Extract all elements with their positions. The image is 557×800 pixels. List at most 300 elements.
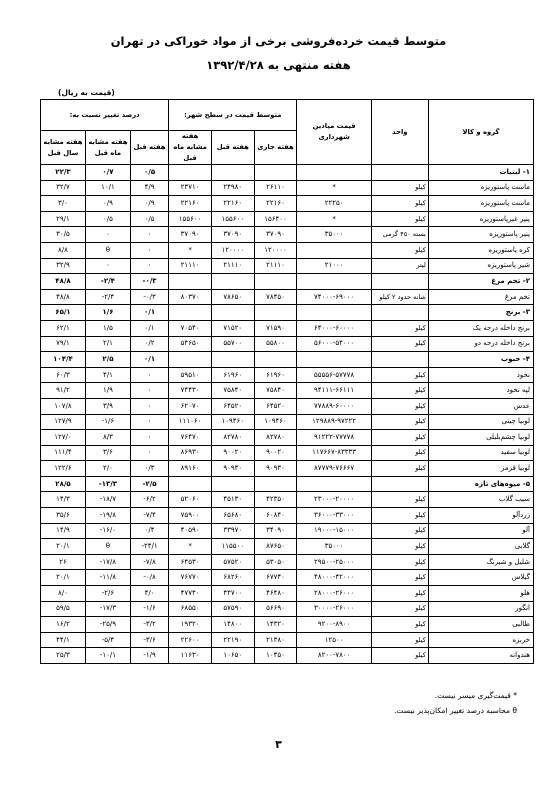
prev-week-price: ۱۱۵۵۰۰ (211, 539, 254, 555)
table-row (41, 258, 534, 274)
current-week-price (254, 305, 297, 321)
prev-week-price: ۵۷۵۹۰ (211, 601, 254, 617)
prev-month-pct: ۵/۴- (85, 632, 130, 648)
item-name: ۵- میوه‌های تازه (428, 476, 533, 492)
item-name: گیلاس (428, 570, 533, 586)
prev-week-pct: ۰ (130, 258, 168, 274)
item-name: ماست پاستوریزه (428, 196, 533, 212)
header-market-price: قیمت میادین شهرداری (297, 100, 371, 165)
header-pct-change: درصد تغییر نسبت به: (41, 100, 169, 131)
item-unit: کیلو (371, 570, 428, 586)
prev-month-price: ۱۱۶۳۰ (169, 648, 212, 664)
prev-year-pct: ۳۲/۹ (41, 258, 86, 274)
prev-week-pct: ۰ (130, 414, 168, 430)
header-item: گروه و کالا (428, 100, 533, 165)
item-unit: کیلو (371, 508, 428, 524)
item-name: ماست پاستوریزه (428, 180, 533, 196)
current-week-price: ۱۰۴۵۰ (254, 648, 297, 664)
header-prev-week-pct: هفته قبل (130, 131, 168, 165)
table-row (41, 648, 534, 664)
item-name: ۴- حبوب (428, 352, 533, 368)
prev-year-pct: ۳/۰ (41, 196, 86, 212)
prev-week-pct: ۰ (130, 430, 168, 446)
prev-week-pct: ۰/۱ (130, 352, 168, 368)
prev-week-price: ۳۷۰۹۰ (211, 227, 254, 243)
current-week-price (254, 165, 297, 181)
item-name: سیب گلاب (428, 492, 533, 508)
prev-week-pct: ۳/۲- (130, 617, 168, 633)
market-price: ۱۲۹۸۸۹-۹۷۲۲۲ (297, 414, 371, 430)
table-row (41, 196, 534, 212)
prev-month-price: ۴۷۷۴۰ (169, 586, 212, 602)
prev-week-price: ۶۸۲۶۰ (211, 570, 254, 586)
price-table (40, 99, 534, 664)
item-unit: کیلو (371, 430, 428, 446)
current-week-price: ۳۷۰۹۰ (254, 227, 297, 243)
prev-month-pct: ۲/۶- (85, 586, 130, 602)
prev-year-pct: ۲۰/۱ (41, 570, 86, 586)
prev-month-pct: ۱/۶- (85, 414, 130, 430)
item-unit (371, 274, 428, 290)
prev-month-pct: ۰ (85, 258, 130, 274)
prev-week-pct: ۷/۴- (130, 508, 168, 524)
prev-month-price: ۲۲۱۶۰ (169, 196, 212, 212)
prev-month-pct: ۰/۹ (85, 196, 130, 212)
header-prev-year-pct: هفته مشابه سال قبل (41, 131, 86, 165)
group-row (41, 352, 534, 368)
current-week-price: ۹۰۹۳۰ (254, 461, 297, 477)
prev-year-pct: ۸/۰ (41, 586, 86, 602)
prev-week-price: ۱۴۸۰۰ (211, 617, 254, 633)
market-price: ۳۰۰۰۰-۲۶۰۰۰ (297, 601, 371, 617)
prev-week-pct: ۰ (130, 367, 168, 383)
prev-month-price (169, 274, 212, 290)
item-name: لپه نخود (428, 383, 533, 399)
current-week-price: ۷۵۸۴۰ (254, 383, 297, 399)
current-week-price: ۹۰۰۲۰ (254, 445, 297, 461)
prev-month-price: ۷۶۷۷۰ (169, 570, 212, 586)
item-unit: کیلو (371, 539, 428, 555)
market-price: ۲۸۰۰۰-۲۶۰۰۰ (297, 586, 371, 602)
page-subtitle: هفته منتهی به ۱۳۹۲/۴/۲۸ (206, 58, 351, 72)
prev-month-price: ۲۱۱۱۰ (169, 258, 212, 274)
prev-month-price: ۷۶۴۷۰ (169, 430, 212, 446)
current-week-price: ۱۰۹۴۶۰ (254, 414, 297, 430)
item-name: زردآلو (428, 508, 533, 524)
prev-month-pct: ۳/۹ (85, 398, 130, 414)
market-price: ۱۱۷۶۶۷-۸۳۳۳۳ (297, 445, 371, 461)
table-row (41, 180, 534, 196)
prev-month-price: ۸۹۱۶۰ (169, 461, 212, 477)
item-unit: کیلو (371, 242, 428, 258)
prev-year-pct: ۶۵/۱ (41, 305, 86, 321)
prev-week-pct: ۰/۸- (130, 570, 168, 586)
prev-month-price: ۷۴۴۳۰ (169, 383, 212, 399)
table-row (41, 570, 534, 586)
item-unit: کیلو (371, 383, 428, 399)
table-row (41, 227, 534, 243)
prev-week-price: ۴۵۱۳۰ (211, 492, 254, 508)
market-price: ۲۱۰۰۰ (297, 258, 371, 274)
group-row (41, 476, 534, 492)
item-name: آلو (428, 523, 533, 539)
prev-week-pct: ۲۴/۱- (130, 539, 168, 555)
header-prev-month-pct: هفته مشابه ماه قبل (85, 131, 130, 165)
prev-week-pct: ۶/۲- (130, 492, 168, 508)
prev-month-pct: ۲/۵ (85, 352, 130, 368)
market-price (297, 242, 371, 258)
prev-week-price: ۲۴۹۸۰ (211, 180, 254, 196)
prev-month-pct: ۰/۵ (85, 211, 130, 227)
market-price: ۴۸۰۰۰-۴۲۰۰۰ (297, 570, 371, 586)
item-name: گلابی (428, 539, 533, 555)
prev-year-pct: ۴۸/۸ (41, 289, 86, 305)
prev-month-pct: ۱۰/۱- (85, 648, 130, 664)
item-name: پنیر پاستوریزه (428, 227, 533, 243)
market-price (297, 165, 371, 181)
prev-year-pct: ۱۲۲/۶ (41, 461, 86, 477)
market-price: ۲۳۰۰۰-۲۰۰۰۰ (297, 492, 371, 508)
prev-month-pct: ۰ (85, 227, 130, 243)
prev-week-price: ۲۲۱۹۰ (211, 632, 254, 648)
table-row (41, 461, 534, 477)
current-week-price: ۶۱۹۶۰ (254, 367, 297, 383)
prev-week-price (211, 274, 254, 290)
item-name: پنیر غیرپاستوریزه (428, 211, 533, 227)
prev-month-pct: ۱۱/۸- (85, 570, 130, 586)
prev-week-price: ۹۰۰۲۰ (211, 445, 254, 461)
item-unit: کیلو (371, 554, 428, 570)
prev-month-pct: ۲/۴- (85, 289, 130, 305)
table-row (41, 211, 534, 227)
item-name: خربزه (428, 632, 533, 648)
table-row (41, 617, 534, 633)
current-week-price: ۸۲۷۸۰ (254, 430, 297, 446)
market-price (297, 305, 371, 321)
table-row (41, 523, 534, 539)
current-week-price: ۷۱۵۹۰ (254, 320, 297, 336)
prev-month-price: ۱۱۱۰۶۰ (169, 414, 212, 430)
prev-month-price: ۵۹۵۱۰ (169, 367, 212, 383)
item-unit: کیلو (371, 414, 428, 430)
prev-month-pct: ۱۷/۸- (85, 554, 130, 570)
item-name: برنج داخله درجه دو (428, 336, 533, 352)
prev-year-pct: ۲۹/۱ (41, 211, 86, 227)
prev-year-pct: ۱۴/۹ (41, 523, 86, 539)
prev-month-price: ۵۴۶۵۰ (169, 336, 212, 352)
item-unit (371, 305, 428, 321)
prev-year-pct: ۳۵/۶ (41, 508, 86, 524)
item-unit: کیلو (371, 601, 428, 617)
current-week-price: ۳۴۰۹۰ (254, 523, 297, 539)
item-name: لوبیا چشم‌بلبلی (428, 430, 533, 446)
item-name: انگور (428, 601, 533, 617)
prev-week-price: ۷۸۶۵۰ (211, 289, 254, 305)
current-week-price: ۴۲۳۵۰ (254, 492, 297, 508)
market-price: ۳۵۰۰۰ (297, 539, 371, 555)
prev-week-pct: ۰ (130, 383, 168, 399)
prev-month-price: ۶۸۵۵۰ (169, 601, 212, 617)
market-price (297, 476, 371, 492)
item-name: طالبی (428, 617, 533, 633)
item-name: هندوانه (428, 648, 533, 664)
prev-year-pct: ۲۰/۱ (41, 539, 86, 555)
prev-week-price: ۱۵۵۶۰۰ (211, 211, 254, 227)
prev-year-pct: ۵۹/۵ (41, 601, 86, 617)
prev-week-pct: ۱/۶- (130, 601, 168, 617)
table-row (41, 430, 534, 446)
current-week-price: ۱۵۶۴۰۰ (254, 211, 297, 227)
prev-year-pct: ۲۲/۳ (41, 165, 86, 181)
item-name: تخم مرغ (428, 289, 533, 305)
item-unit: کیلو (371, 632, 428, 648)
prev-week-pct: ۷/۸- (130, 554, 168, 570)
prev-month-pct: ۱/۵ (85, 320, 130, 336)
prev-year-pct: ۷۹/۱ (41, 336, 86, 352)
prev-week-pct: ۰/۵ (130, 165, 168, 181)
item-unit: کیلو (371, 445, 428, 461)
item-unit: کیلو (371, 523, 428, 539)
prev-week-pct: ۰/۱ (130, 305, 168, 321)
prev-week-pct: ۰ (130, 242, 168, 258)
footnote-not-available: * قیمت‌گیری میسر نیست. (434, 691, 517, 700)
market-price: ۷۴۰۰۰-۶۹۰۰۰ (297, 289, 371, 305)
current-week-price: ۱۲۰۰۰۰ (254, 242, 297, 258)
prev-month-price: ۱۵۵۶۰۰ (169, 211, 212, 227)
prev-month-pct: ۲/۰ (85, 461, 130, 477)
prev-year-pct: ۲۶ (41, 554, 86, 570)
table-row (41, 508, 534, 524)
group-row (41, 274, 534, 290)
market-price: ۶۴۰۰۰-۶۰۰۰۰ (297, 320, 371, 336)
item-unit: کیلو (371, 196, 428, 212)
table-row (41, 445, 534, 461)
table-row (41, 320, 534, 336)
prev-month-pct: ۲/۴- (85, 274, 130, 290)
prev-week-pct: ۳/۶- (130, 632, 168, 648)
item-unit: کیلو (371, 492, 428, 508)
market-price: ۱۹۰۰۰-۱۵۰۰۰ (297, 523, 371, 539)
prev-year-pct: ۶۲/۱ (41, 320, 86, 336)
prev-year-pct: ۱۰۷/۸ (41, 398, 86, 414)
prev-month-pct: ۱/۹ (85, 383, 130, 399)
current-week-price: ۶۴۵۲۰ (254, 398, 297, 414)
table-row (41, 539, 534, 555)
prev-week-price: ۸۲۷۸۰ (211, 430, 254, 446)
prev-month-pct: ۳/۶ (85, 445, 130, 461)
current-week-price: ۵۳۰۵۰ (254, 554, 297, 570)
item-name: کره پاستوریزه (428, 242, 533, 258)
item-unit: کیلو (371, 336, 428, 352)
prev-month-pct: ۱۷/۳- (85, 601, 130, 617)
table-row (41, 586, 534, 602)
prev-year-pct: ۱۶/۲ (41, 617, 86, 633)
prev-year-pct: ۴۴/۱ (41, 632, 86, 648)
prev-week-price (211, 476, 254, 492)
prev-month-price: ۶۴۵۳۰ (169, 554, 212, 570)
prev-month-pct: ۲/۱ (85, 336, 130, 352)
prev-week-price: ۲۱۱۱۰ (211, 258, 254, 274)
prev-year-pct: ۸/۸ (41, 242, 86, 258)
current-week-price: ۸۷۶۵۰ (254, 539, 297, 555)
prev-month-pct: ۱۳/۳- (85, 476, 130, 492)
prev-year-pct: ۲۸/۵ (41, 476, 86, 492)
prev-month-pct: ۸/۳ (85, 430, 130, 446)
prev-week-pct: ۰/۳ (130, 461, 168, 477)
market-price: ۲۲۲۵۰ (297, 196, 371, 212)
market-price: ۵۵۵۵۶-۵۷۷۷۸ (297, 367, 371, 383)
prev-year-pct: ۶۰/۳ (41, 367, 86, 383)
prev-week-price: ۵۵۷۰۰ (211, 336, 254, 352)
prev-week-pct: ۲/۵- (130, 476, 168, 492)
table-row (41, 632, 534, 648)
item-name: شلیل و شبرنگ (428, 554, 533, 570)
item-unit (371, 476, 428, 492)
page-title: متوسط قیمت خرده‌فروشی برخی از مواد خوراکی در تهران (110, 34, 447, 48)
prev-week-pct: ۰/۴ (130, 523, 168, 539)
table-row (41, 601, 534, 617)
prev-month-pct: ۰/۷ (85, 165, 130, 181)
current-week-price: ۵۶۶۹۰ (254, 601, 297, 617)
prev-month-price: ۸۶۹۳۰ (169, 445, 212, 461)
prev-week-price (211, 305, 254, 321)
prev-week-pct: ۰/۳- (130, 289, 168, 305)
current-week-price: ۱۴۳۲۰ (254, 617, 297, 633)
item-name: برنج داخله درجه یک (428, 320, 533, 336)
prev-week-price (211, 165, 254, 181)
item-unit: کیلو (371, 461, 428, 477)
prev-week-pct: ۱/۹- (130, 648, 168, 664)
market-price (297, 274, 371, 290)
prev-month-price: ۳۷۰۹۰ (169, 227, 212, 243)
item-name: شیر پاستوریزه (428, 258, 533, 274)
market-price: ۳۶۰۰۰-۳۳۰۰۰ (297, 508, 371, 524)
current-week-price: ۲۱۳۸۰ (254, 632, 297, 648)
prev-month-price: ۵۲۰۶۰ (169, 492, 212, 508)
prev-month-pct: ۱/۶ (85, 305, 130, 321)
prev-month-pct: θ (85, 242, 130, 258)
prev-month-price: ۲۳۷۱۰ (169, 180, 212, 196)
item-unit: کیلو (371, 586, 428, 602)
prev-month-price (169, 165, 212, 181)
item-name: لوبیا قرمز (428, 461, 533, 477)
prev-week-price: ۴۴۷۰۰ (211, 586, 254, 602)
item-unit: شانه حدود ۲ کیلو (371, 289, 428, 305)
group-row (41, 165, 534, 181)
prev-month-price: ۶۲۰۷۰ (169, 398, 212, 414)
prev-week-price: ۳۳۹۷۰ (211, 523, 254, 539)
prev-year-pct: ۴۸/۸ (41, 274, 86, 290)
prev-month-price: ۷۵۹۰۰ (169, 508, 212, 524)
prev-week-pct: ۰ (130, 445, 168, 461)
item-name: ۱- لبنیات (428, 165, 533, 181)
market-price: ۹۴۱۱۱-۶۶۱۱۱ (297, 383, 371, 399)
prev-year-pct: ۹۱/۲ (41, 383, 86, 399)
table-row (41, 398, 534, 414)
prev-week-price: ۶۱۹۶۰ (211, 367, 254, 383)
unit-note: (قیمت به ریال) (58, 88, 115, 97)
market-price: ۹۲۰۰-۸۹۰۰ (297, 617, 371, 633)
prev-week-price (211, 352, 254, 368)
item-unit: کیلو (371, 398, 428, 414)
prev-month-pct: ۱۹/۸- (85, 508, 130, 524)
table-row (41, 367, 534, 383)
prev-week-price: ۱۲۰۰۰۰ (211, 242, 254, 258)
current-week-price: ۴۶۴۸۰ (254, 586, 297, 602)
prev-week-price: ۷۱۵۲۰ (211, 320, 254, 336)
prev-week-price: ۵۷۵۲۰ (211, 554, 254, 570)
market-price (297, 352, 371, 368)
item-unit (371, 352, 428, 368)
prev-year-pct: ۱۲۷/۰ (41, 430, 86, 446)
item-name: ۲- تخم مرغ (428, 274, 533, 290)
market-price: ۷۷۸۸۹-۶۰۰۰۰ (297, 398, 371, 414)
current-week-price: ۶۰۸۴۰ (254, 508, 297, 524)
current-week-price (254, 274, 297, 290)
prev-year-pct: ۱۱۱/۴ (41, 445, 86, 461)
table-body (41, 165, 534, 664)
prev-week-pct: ۰/۳- (130, 274, 168, 290)
prev-year-pct: ۱۰۴/۴ (41, 352, 86, 368)
prev-year-pct: ۱۴/۳ (41, 492, 86, 508)
prev-week-pct: ۴/۹ (130, 180, 168, 196)
current-week-price: ۵۵۸۰۰ (254, 336, 297, 352)
item-name: لوبیا سفید (428, 445, 533, 461)
prev-month-pct: θ (85, 539, 130, 555)
table-row (41, 492, 534, 508)
prev-month-price: * (169, 242, 212, 258)
current-week-price: ۲۶۱۱۰ (254, 180, 297, 196)
prev-month-pct: ۱۶/۰- (85, 523, 130, 539)
footnotes (394, 688, 517, 718)
current-week-price (254, 476, 297, 492)
footnote-not-computable: θ محاسبه درصد تغییر امکان‌پذیر نیست. (394, 706, 517, 715)
item-unit: کیلو (371, 648, 428, 664)
prev-month-price (169, 305, 212, 321)
prev-month-pct: ۱۸/۷- (85, 492, 130, 508)
market-price: ۵۶۰۰۰-۵۴۰۰۰ (297, 336, 371, 352)
market-price: ۸۲۰۰-۷۸۰۰ (297, 648, 371, 664)
prev-month-price (169, 476, 212, 492)
prev-year-pct: ۲۵/۳ (41, 648, 86, 664)
prev-week-pct: ۰/۲ (130, 336, 168, 352)
item-name: ۳- برنج (428, 305, 533, 321)
item-name: نخود (428, 367, 533, 383)
item-unit: کیلو (371, 367, 428, 383)
prev-month-pct: ۲۵/۹- (85, 617, 130, 633)
prev-month-price: ۲۲۶۰۰ (169, 632, 212, 648)
market-price: ۹۱۲۲۲-۷۷۷۷۸ (297, 430, 371, 446)
prev-month-price: ۱۹۳۲۰ (169, 617, 212, 633)
prev-week-price: ۶۵۶۸۰ (211, 508, 254, 524)
prev-week-price: ۱۰۶۵۰ (211, 648, 254, 664)
prev-week-price: ۶۴۵۲۰ (211, 398, 254, 414)
item-name: لوبیا چیتی (428, 414, 533, 430)
prev-week-price: ۲۲۱۶۰ (211, 196, 254, 212)
prev-month-price: ۸۰۳۷۰ (169, 289, 212, 305)
prev-week-price: ۹۰۹۳۰ (211, 461, 254, 477)
table-row (41, 383, 534, 399)
prev-week-pct: ۰/۹ (130, 196, 168, 212)
prev-month-price: ۴۰۵۹۰ (169, 523, 212, 539)
group-row (41, 305, 534, 321)
prev-month-price: * (169, 539, 212, 555)
item-unit (371, 165, 428, 181)
item-unit: کیلو (371, 211, 428, 227)
page-number: ۳ (275, 738, 282, 751)
item-name: هلو (428, 586, 533, 602)
header-prev-week: هفته قبل (211, 131, 254, 165)
